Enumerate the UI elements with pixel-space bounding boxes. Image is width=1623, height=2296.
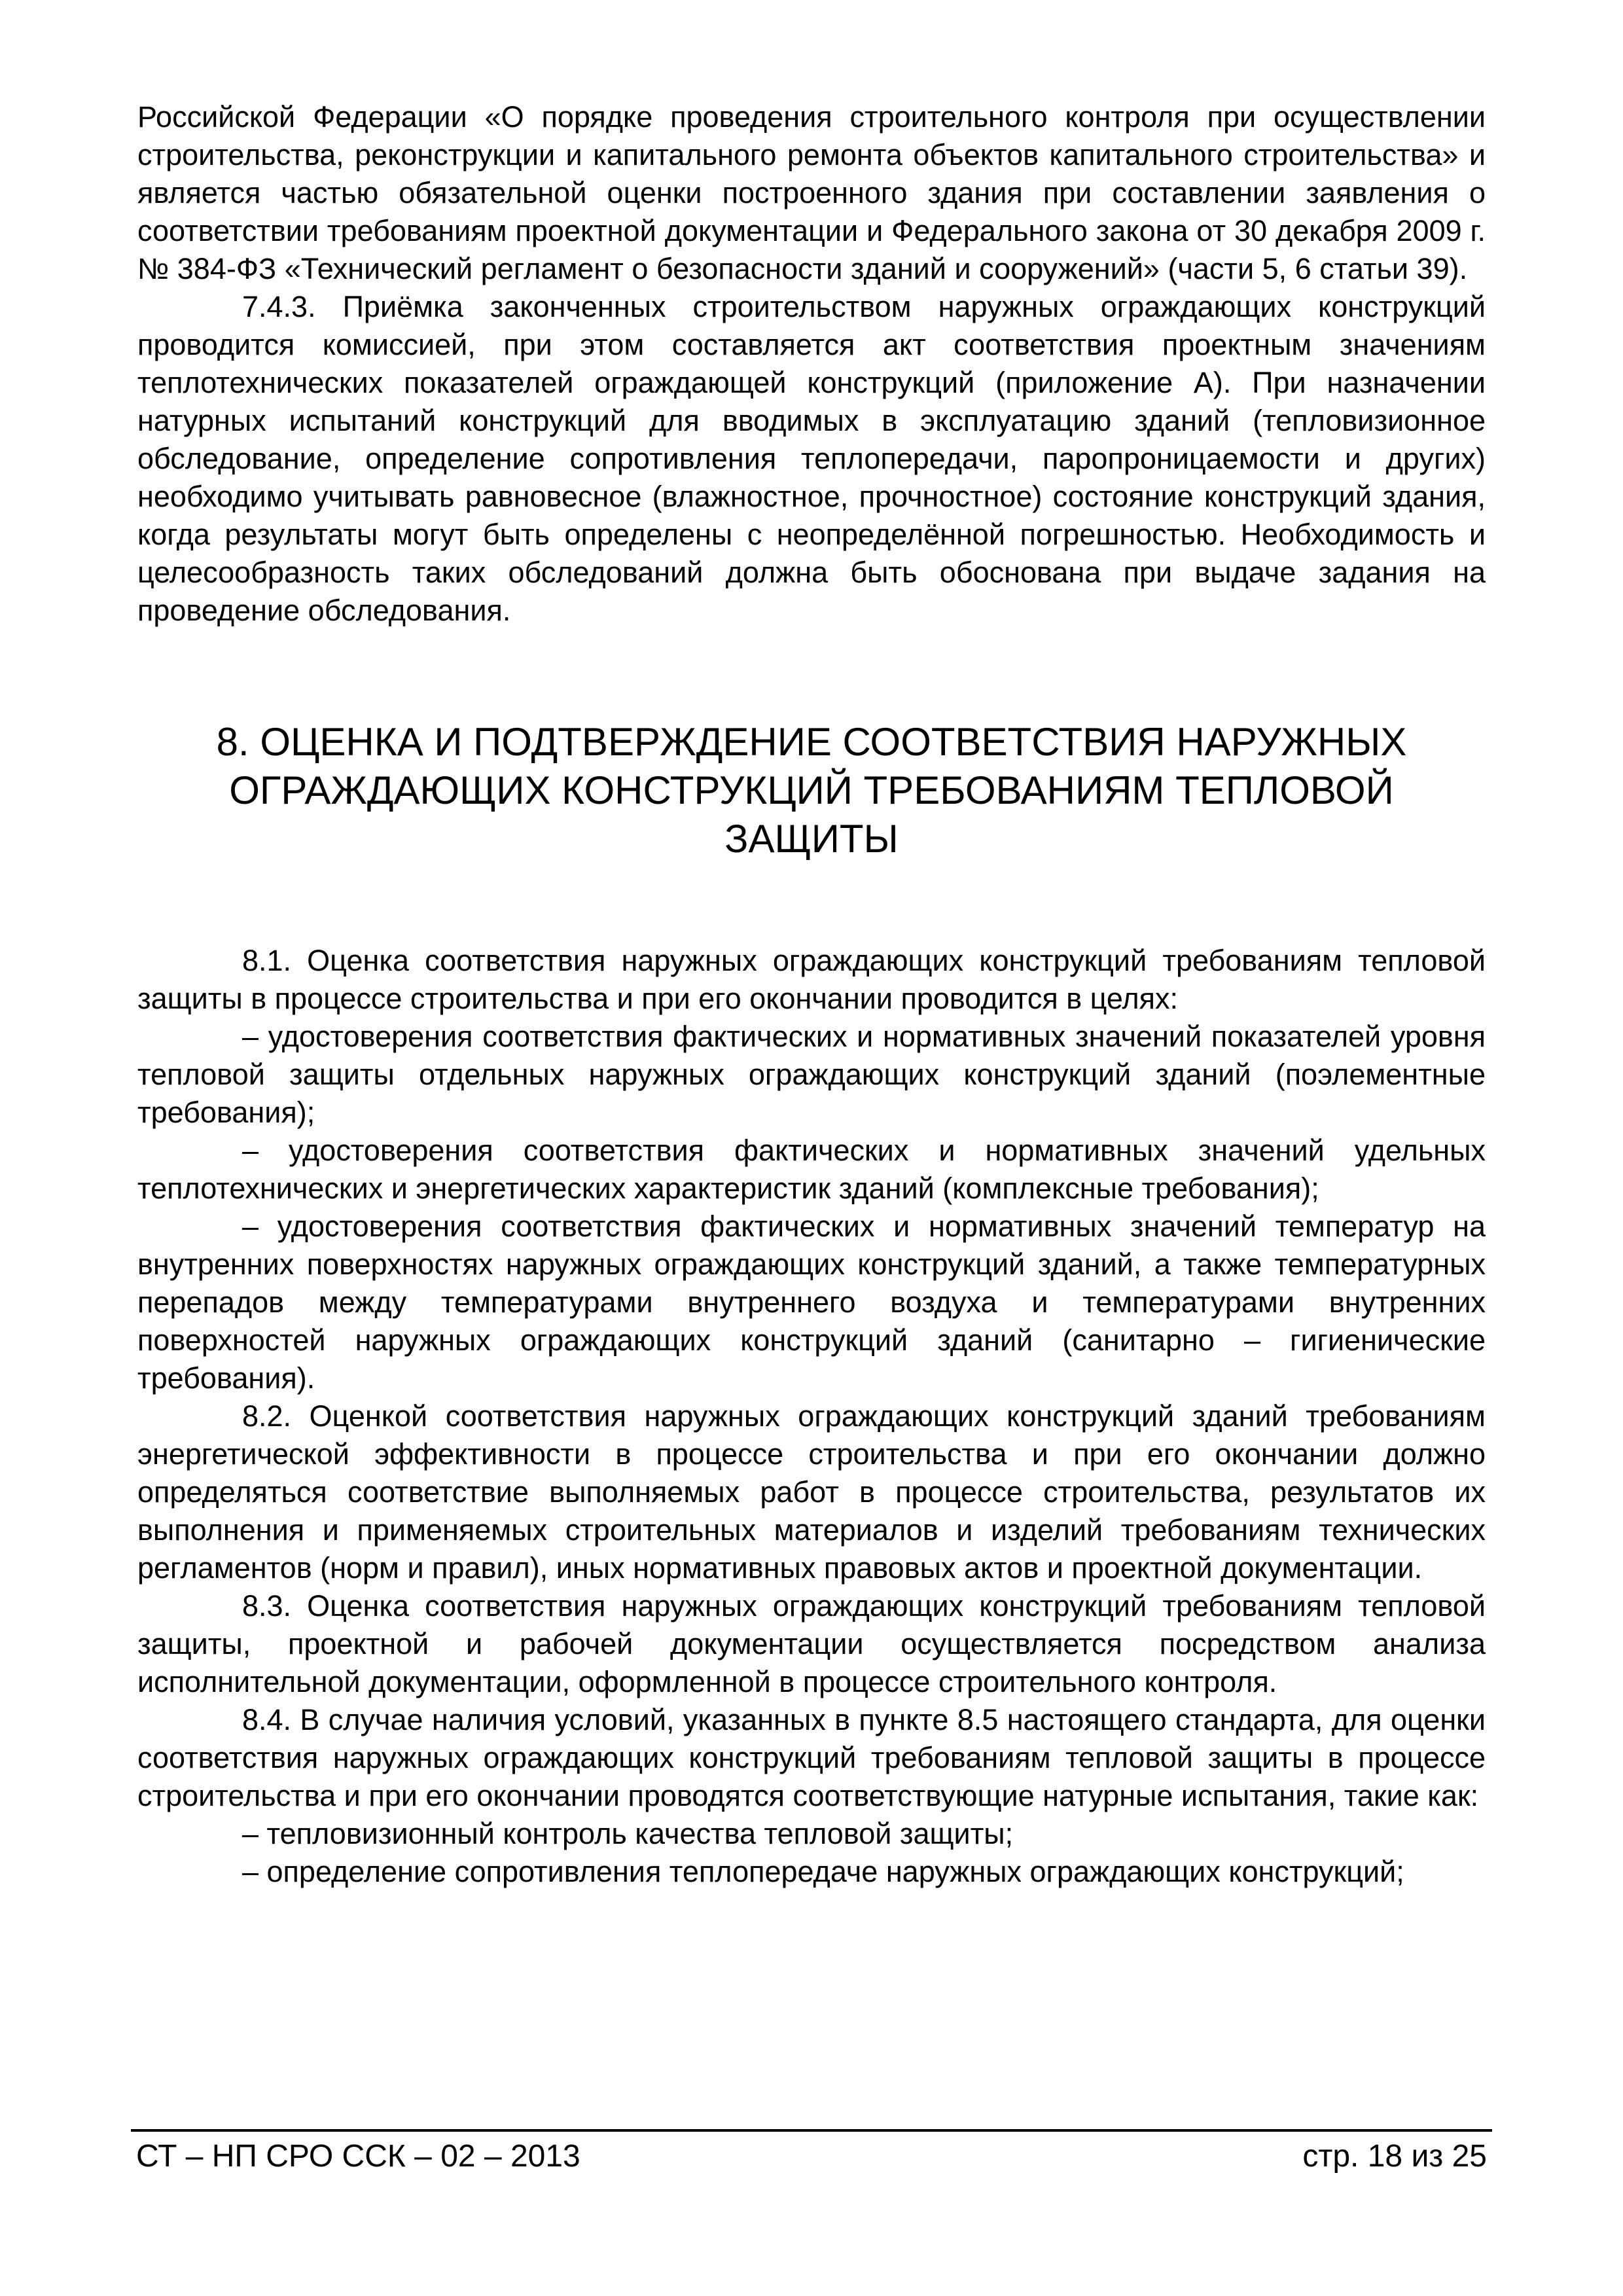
paragraph-8-4: 8.4. В случае наличия условий, указанных в пункте 8.5 настоящего стандарта, для оценки соответствия наружных ограждающих конструкций требованиям тепловой защиты в процессе строительства и при его окончании проводятся соответствующие натурные испытания, такие как: xyxy=(137,1703,1486,1812)
paragraph-7-4-3: 7.4.3. Приёмка законченных строительством наружных ограждающих конструкций проводится комиссией, при этом составляется акт соответствия проектным значениям теплотехнических показателей ограждающей конструкций (приложение А). При назначении натурных испытаний конструкций для вводимых в эксплуатацию зданий (тепловизионное обследование, определение сопротивления теплопередачи, паропроницаемости и других) необходимо учитывать равновесное (влажностное, прочностное) состояние конструкций здания, когда результаты могут быть определены с неопределённой погрешностью. Необходимость и целесообразность таких обследований должна быть обоснована при выдаче задания на проведение обследования. xyxy=(137,290,1486,627)
paragraph-8-2: 8.2. Оценкой соответствия наружных ограждающих конструкций зданий требованиям энергетической эффективности в процессе строительства и при его окончании должно определяться соответствие выполняемых работ в процессе строительства, результатов их выполнения и применяемых строительных материалов и изделий требованиям технических регламентов (норм и правил), иных нормативных правовых актов и проектной документации. xyxy=(137,1399,1486,1585)
section-heading-8: 8. ОЦЕНКА И ПОДТВЕРЖДЕНИЕ СООТВЕТСТВИЯ НАРУЖНЫХ ОГРАЖДАЮЩИХ КОНСТРУКЦИЙ ТРЕБОВАНИЯМ ТЕПЛОВОЙ ЗАЩИТЫ xyxy=(216,720,1407,861)
paragraph-continuation: Российской Федерации «О порядке проведения строительного контроля при осуществлении строительства, реконструкции и капитального ремонта объектов капитального строительства» и является частью обязательной оценки построенного здания при составлении заявления о соответствии требованиям проектной документации и Федерального закона от 30 декабря 2009 г. № 384-ФЗ «Технический регламент о безопасности зданий и сооружений» (части 5, 6 статьи 39). xyxy=(137,100,1486,285)
list-item-heat-resistance: – определение сопротивления теплопередаче наружных ограждающих конструкций; xyxy=(242,1855,1404,1888)
document-page xyxy=(137,98,1486,1891)
list-item-complex-requirements: – удостоверения соответствия фактических и нормативных значений удельных теплотехнических и энергетических характеристик зданий (комплексные требования); xyxy=(137,1134,1486,1205)
page-footer xyxy=(131,2129,1492,2176)
list-item-element-requirements: – удостоверения соответствия фактических и нормативных значений показателей уровня тепловой защиты отдельных наружных ограждающих конструкций зданий (поэлементные требования); xyxy=(137,1020,1486,1129)
page-number: стр. 18 из 25 xyxy=(1302,2139,1487,2174)
list-item-sanitary-requirements: – удостоверения соответствия фактических и нормативных значений температур на внутренних поверхностях наружных ограждающих конструкций зданий, а также температурных перепадов между температурами внутреннего воздуха и температурами внутренних поверхностей наружных ограждающих конструкций зданий (санитарно – гигиенические требования). xyxy=(137,1210,1486,1395)
paragraph-8-3: 8.3. Оценка соответствия наружных ограждающих конструкций требованиям тепловой защиты, проектной и рабочей документации осуществляется посредством анализа исполнительной документации, оформленной в процессе строительного контроля. xyxy=(137,1589,1486,1698)
document-code: СТ – НП СРО ССК – 02 – 2013 xyxy=(136,2139,580,2174)
list-item-thermal-imaging: – тепловизионный контроль качества тепловой защиты; xyxy=(242,1817,1014,1850)
paragraph-8-1: 8.1. Оценка соответствия наружных ограждающих конструкций требованиям тепловой защиты в процессе строительства и при его окончании проводится в целях: xyxy=(137,944,1486,1015)
